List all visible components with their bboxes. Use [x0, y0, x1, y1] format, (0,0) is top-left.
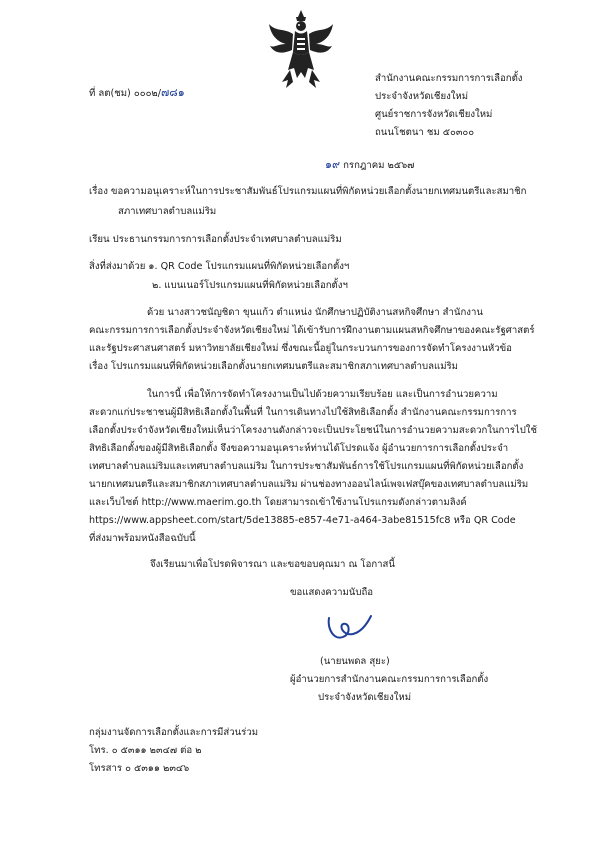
paragraph2-line-1: ในการนี้ เพื่อให้การจัดทำโครงงานเป็นไปด้วยความเรียบร้อย และเป็นการอำนวยความ: [147, 389, 498, 400]
signer-title-line-1: ผู้อำนวยการสำนักงานคณะกรรมการการเลือกตั้ง: [290, 674, 489, 685]
subject-line-2: สภาเทศบาลตำบลแม่ริม: [118, 206, 217, 217]
enclosure-1: สิ่งที่ส่งมาด้วย ๑. QR Code โปรแกรมแผนที่พิกัดหน่วยเลือกตั้งฯ: [89, 261, 350, 272]
paragraph1-line-1: ด้วย นางสาวชนัญชิดา ขุนแก้ว ตำแหน่ง นักศึกษาปฏิบัติงานสหกิจศึกษา สำนักงาน: [147, 307, 483, 318]
paragraph2-line-7: และเว็บไซต์ http://www.maerim.go.th โดยสามารถเข้าใช้งานโปรแกรมดังกล่าวตามลิงค์: [89, 497, 467, 508]
recipient: เรียน ประธานกรรมการการเลือกตั้งประจำเทศบาลตำบลแม่ริม: [89, 234, 342, 245]
paragraph2-line-2: สะดวกแก่ประชาชนผู้มีสิทธิเลือกตั้งในพื้นที่ ในการเดินทางไปใช้สิทธิเลือกตั้ง สำนักงานคณะกรรมการการ: [89, 407, 517, 418]
footer-phone: โทร. ๐ ๕๓๑๑ ๒๓๔๗ ต่อ ๒: [89, 745, 202, 756]
signature-icon: [325, 612, 375, 646]
paragraph2-line-3: เลือกตั้งประจำจังหวัดเชียงใหม่เห็นว่าโครงงานดังกล่าวจะเป็นประโยชน์ในการอำนวยความสะดวกในการไปใช้: [89, 425, 537, 436]
paragraph1-line-4: เรื่อง โปรแกรมแผนที่พิกัดหน่วยเลือกตั้งนายกเทศมนตรีและสมาชิกสภาเทศบาลตำบลแม่ริม: [89, 361, 458, 372]
letter-date: [325, 158, 414, 172]
paragraph1-line-3: และรัฐประศาสนศาสตร์ มหาวิทยาลัยเชียงใหม่ ซึ่งขณะนี้อยู่ในกระบวนการของการจัดทำโครงงานหัวข้อ: [89, 343, 512, 354]
garuda-emblem-icon: [266, 8, 336, 92]
paragraph2-line-5: เทศบาลตำบลแม่ริมและเทศบาลตำบลแม่ริม ในการประชาสัมพันธ์การใช้โปรแกรมแผนที่พิกัดหน่วยเลือกตั้ง: [89, 461, 524, 472]
reference-number-printed: ที่ ลต(ชม) ๐๐๐๒/: [89, 88, 161, 99]
sender-line-3: ศูนย์ราชการจังหวัดเชียงใหม่: [375, 109, 493, 120]
footer-department: กลุ่มงานจัดการเลือกตั้งและการมีส่วนร่วม: [89, 727, 259, 738]
closing-line: จึงเรียนมาเพื่อโปรดพิจารณา และขอขอบคุณมา ณ โอกาสนี้: [150, 559, 395, 570]
signer-name: (นายนพดล สุยะ): [320, 656, 390, 667]
reference-number: [89, 86, 185, 100]
date-day-handwritten: ๑๙: [325, 158, 341, 171]
reference-number-handwritten: ๗๘๑: [160, 86, 185, 99]
sender-line-1: สำนักงานคณะกรรมการการเลือกตั้ง: [375, 73, 523, 84]
date-month-year: กรกฎาคม ๒๕๖๗: [343, 160, 415, 171]
enclosure-2: ๒. แบนเนอร์โปรแกรมแผนที่พิกัดหน่วยเลือกตั้งฯ: [152, 280, 348, 291]
paragraph2-line-6: นายกเทศมนตรีและสมาชิกสภาเทศบาลตำบลแม่ริม ผ่านช่องทางออนไลน์เพจเฟสบุ๊คของเทศบาลตำบลแม่ริม: [89, 479, 529, 490]
paragraph2-line-8: https://www.appsheet.com/start/5de13885-e857-4e71-a464-3abe81515fc8 หรือ QR Code: [89, 515, 516, 526]
paragraph2-line-9: ที่ส่งมาพร้อมหนังสือฉบับนี้: [89, 533, 196, 544]
sender-line-2: ประจำจังหวัดเชียงใหม่: [375, 91, 469, 102]
subject-line-1: เรื่อง ขอความอนุเคราะห์ในการประชาสัมพันธ์โปรแกรมแผนที่พิกัดหน่วยเลือกตั้งนายกเทศมนตรีและสมาชิก: [89, 186, 527, 197]
regards: ขอแสดงความนับถือ: [290, 587, 374, 598]
paragraph2-line-4: สิทธิเลือกตั้งของผู้มีสิทธิเลือกตั้ง จึงขอความอนุเคราะห์ท่านได้โปรดแจ้ง ผู้อำนวยการการเลือกตั้งประจำ: [89, 443, 509, 454]
signer-title-line-2: ประจำจังหวัดเชียงใหม่: [318, 692, 412, 703]
sender-line-4: ถนนโชตนา ชม ๕๐๓๐๐: [375, 127, 475, 138]
paragraph1-line-2: คณะกรรมการการเลือกตั้งประจำจังหวัดเชียงใหม่ ได้เข้ารับการฝึกงานตามแผนสหกิจศึกษาของคณะรัฐศาสตร์: [89, 325, 535, 336]
footer-fax: โทรสาร ๐ ๕๓๑๑ ๒๓๔๖: [89, 763, 190, 774]
